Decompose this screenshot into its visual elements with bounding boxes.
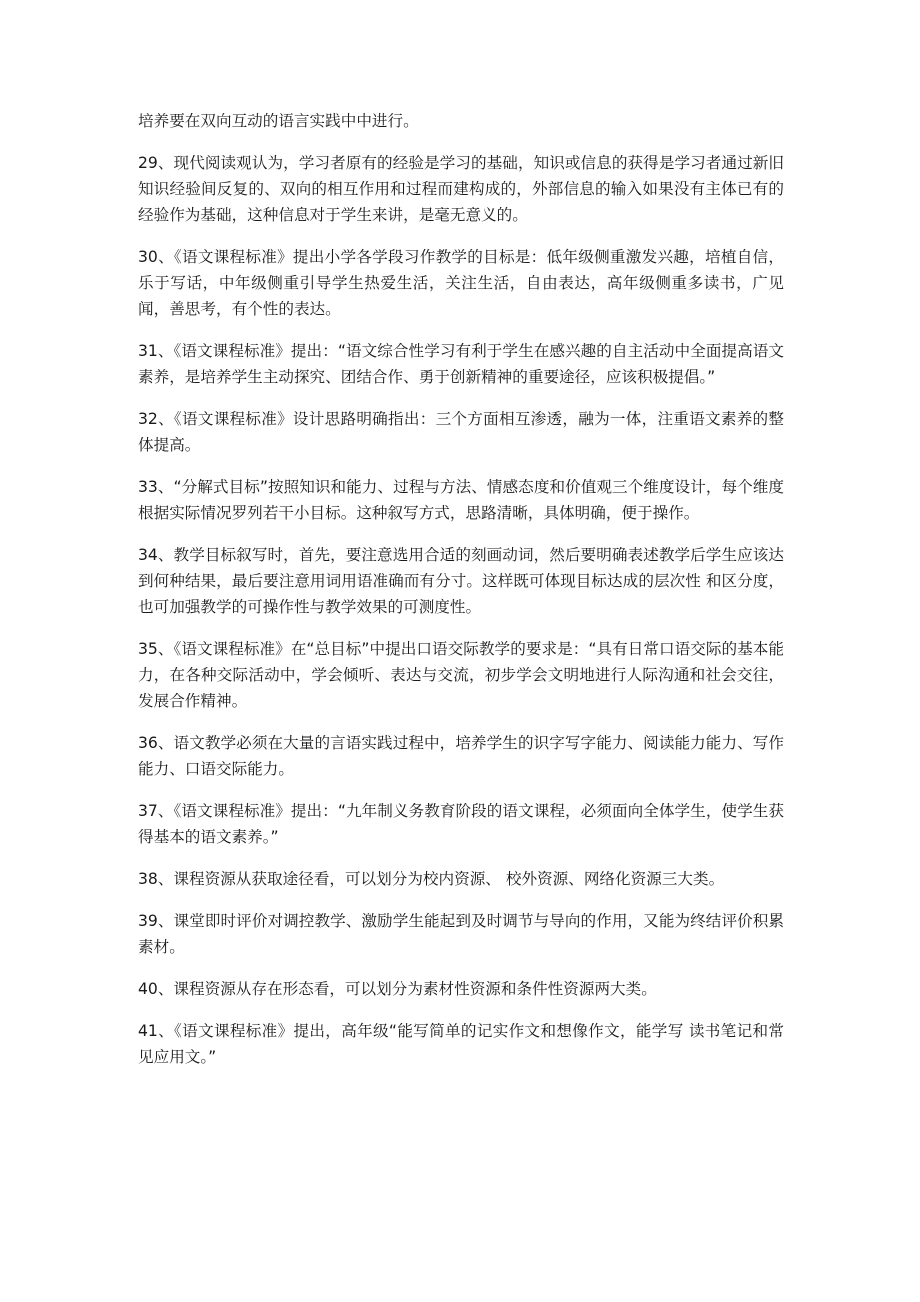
paragraph-continuation: 培养要在双向互动的语言实践中中进行。 <box>138 112 419 130</box>
paragraph-item-32: 32、《语文课程标准》设计思路明确指出：三个方面相互渗透，融为一体，注重语文素养的整体提高。 <box>138 410 784 454</box>
paragraph-item-37: 37、《语文课程标准》提出：“九年制义务教育阶段的语文课程，必须面向全体学生，使学生获得基本的语文素养。” <box>138 802 784 846</box>
paragraph-item-33: 33、“分解式目标”按照知识和能力、过程与方法、情感态度和价值观三个维度设计，每个维度根据实际情况罗列若干小目标。这种叙写方式，思路清晰，具体明确，便于操作。 <box>138 478 784 522</box>
paragraph-item-36: 36、语文教学必须在大量的言语实践过程中，培养学生的识字写字能力、阅读能力能力、写作能力、口语交际能力。 <box>138 734 784 778</box>
paragraph-item-39: 39、课堂即时评价对调控教学、激励学生能起到及时调节与导向的作用，又能为终结评价积累素材。 <box>138 912 784 956</box>
paragraph-item-40: 40、课程资源从存在形态看，可以划分为素材性资源和条件性资源两大类。 <box>138 980 657 998</box>
paragraph-item-35: 35、《语文课程标准》在“总目标”中提出口语交际教学的要求是：“具有日常口语交际的基本能力，在各种交际活动中，学会倾听、表达与交流，初步学会文明地进行人际沟通和社会交往，发展合作精神。 <box>138 640 784 710</box>
paragraph-item-31: 31、《语文课程标准》提出：“语文综合性学习有利于学生在感兴趣的自主活动中全面提高语文素养，是培养学生主动探究、团结合作、勇于创新精神的重要途径，应该积极提倡。” <box>138 342 784 386</box>
document-page <box>138 108 784 1086</box>
paragraph-item-41: 41、《语文课程标准》提出，高年级“能写简单的记实作文和想像作文，能学写 读书笔记和常见应用文。” <box>138 1022 784 1066</box>
paragraph-item-29: 29、现代阅读观认为，学习者原有的经验是学习的基础，知识或信息的获得是学习者通过新旧知识经验间反复的、双向的相互作用和过程而建构成的，外部信息的输入如果没有主体已有的经验作为基础，这种信息对于学生来讲，是毫无意义的。 <box>138 154 784 224</box>
paragraph-item-30: 30、《语文课程标准》提出小学各学段习作教学的目标是：低年级侧重激发兴趣，培植自信，乐于写话，中年级侧重引导学生热爱生活，关注生活，自由表达，高年级侧重多读书，广见闻，善思考，有个性的表达。 <box>138 248 784 318</box>
paragraph-item-34: 34、教学目标叙写时，首先，要注意选用合适的刻画动词，然后要明确表述教学后学生应该达到何种结果，最后要注意用词用语准确而有分寸。这样既可体现目标达成的层次性 和区分度，也可加强教学的可操作性与教学效果的可测度性。 <box>138 546 784 616</box>
paragraph-item-38: 38、课程资源从获取途径看，可以划分为校内资源、 校外资源、网络化资源三大类。 <box>138 870 725 888</box>
